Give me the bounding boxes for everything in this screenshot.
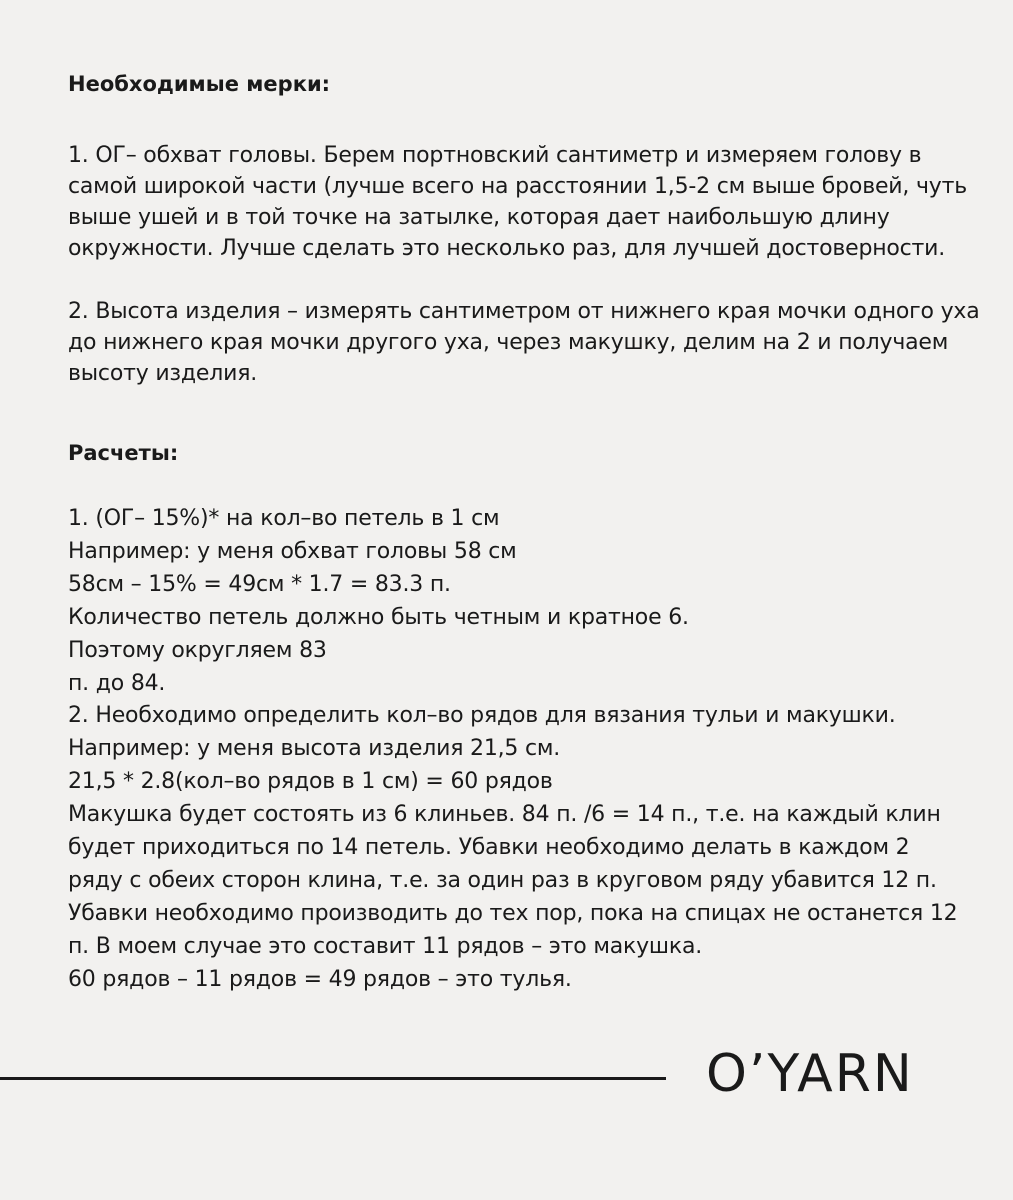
- brand-logo: O’YARN: [706, 1044, 914, 1104]
- calc-line: будет приходиться по 14 петель. Убавки необходимо делать в каждом 2: [68, 835, 910, 861]
- calc-line: 21,5 * 2.8(кол–во рядов в 1 см) = 60 рядов: [68, 769, 553, 795]
- calc-line: 60 рядов – 11 рядов = 49 рядов – это тулья.: [68, 966, 572, 992]
- calc-line: 58см – 15% = 49см * 1.7 = 83.3 п.: [68, 571, 451, 597]
- footer-divider: [0, 1077, 666, 1080]
- calculations-list: [68, 503, 988, 997]
- calc-line: Поэтому округляем 83: [68, 637, 327, 663]
- calc-line: Количество петель должно быть четным и кратное 6.: [68, 604, 689, 630]
- calc-line: Например: у меня обхват головы 58 см: [68, 538, 517, 564]
- calc-line: 2. Необходимо определить кол–во рядов для вязания тульи и макушки.: [68, 703, 896, 729]
- calc-line: ряду с обеих сторон клина, т.е. за один раз в круговом ряду убавится 12 п.: [68, 867, 937, 893]
- document-body: [68, 68, 988, 997]
- calc-line: п. В моем случае это составит 11 рядов – это макушка.: [68, 933, 703, 959]
- calc-line: Макушка будет состоять из 6 клиньев. 84 п. /6 = 14 п., т.е. на каждый клин: [68, 802, 941, 828]
- calc-line: п. до 84.: [68, 670, 166, 696]
- calc-line: Например: у меня высота изделия 21,5 см.: [68, 736, 561, 762]
- calc-line: Убавки необходимо производить до тех пор, пока на спицах не останется 12: [68, 900, 958, 926]
- calculations-heading: Расчеты:: [68, 441, 179, 465]
- measurements-heading: Необходимые мерки:: [68, 72, 331, 96]
- calc-line: 1. (ОГ– 15%)* на кол–во петель в 1 см: [68, 506, 500, 531]
- measurement-item-head-circumference: 1. ОГ– обхват головы. Берем портновский сантиметр и измеряем голову в самой широкой части (лучше всего на расстоянии 1,5-2 см выше бровей, чуть выше ушей и в той точке на затылке, которая дает наибольшую длину окружности. Лучше сделать это несколько раз, для лучшей достоверности.: [68, 143, 967, 261]
- measurement-item-product-height: 2. Высота изделия – измерять сантиметром от нижнего края мочки одного уха до нижнего края мочки другого уха, через макушку, делим на 2 и получаем высоту изделия.: [68, 299, 980, 386]
